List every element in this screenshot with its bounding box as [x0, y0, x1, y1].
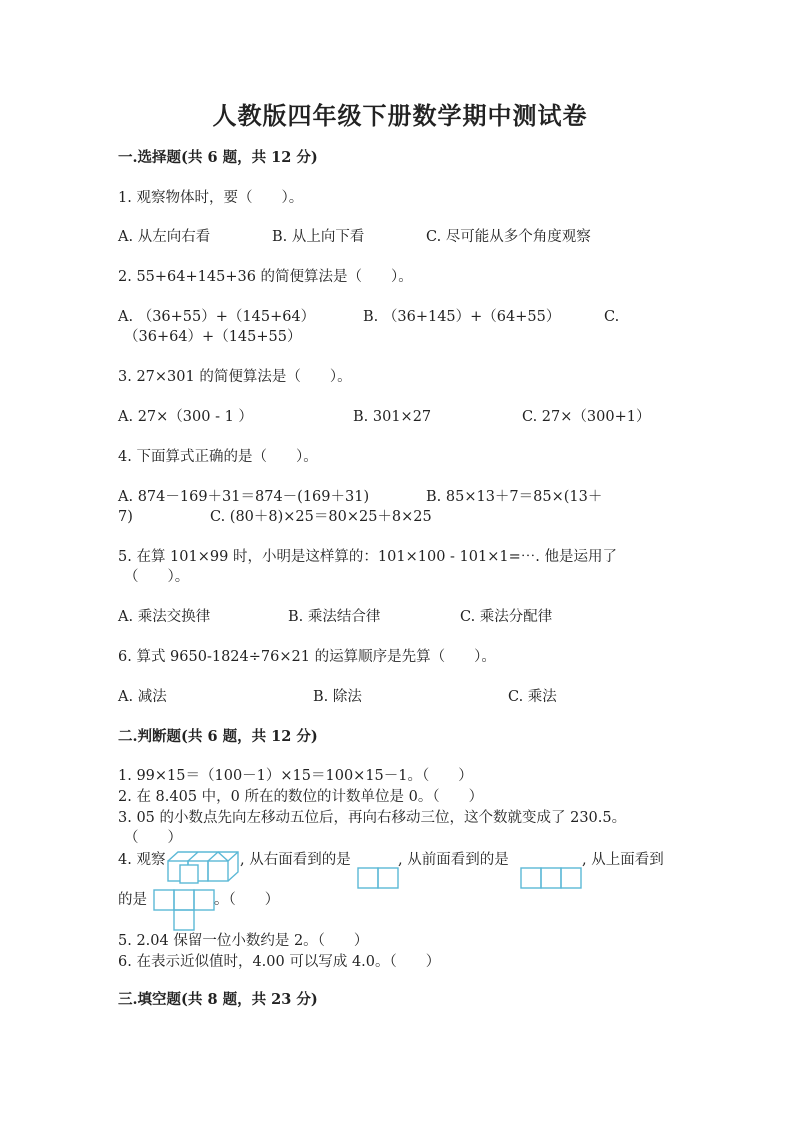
q3-option-a: A. 27×（300 - 1 ） [118, 409, 253, 425]
q1-option-b: B. 从上向下看 [272, 229, 365, 245]
judge-q4-text-a: 4. 观察 [118, 852, 166, 868]
q4-stem: 4. 下面算式正确的是（ ）。 [118, 449, 318, 465]
q1-option-c: C. 尽可能从多个角度观察 [426, 229, 591, 245]
q6-option-c: C. 乘法 [508, 689, 557, 705]
judge-q4-text-d: , 从上面看到 [582, 852, 664, 868]
judge-q3: 3. 05 的小数点先向左移动五位后，再向右移动三位，这个数就变成了 230.5。 [118, 810, 627, 826]
cube-solid-figure [166, 849, 240, 885]
q5-stem: 5. 在算 101×99 时，小明是这样算的：101×100 - 101×1=⋯. 他是运用了 [118, 549, 617, 565]
judge-q6: 6. 在表示近似值时，4.00 可以写成 4.0。（ ） [118, 954, 441, 970]
judge-q4-text-f: 。（ ） [214, 892, 280, 908]
judge-q3-cont: （ ） [124, 830, 182, 846]
q3-option-b: B. 301×27 [353, 409, 432, 425]
q4-option-c: C. (80＋8)×25＝80×25＋8×25 [210, 509, 432, 525]
q3-stem: 3. 27×301 的简便算法是（ ）。 [118, 369, 352, 385]
front-view-figure [520, 867, 584, 889]
right-view-figure [357, 867, 401, 889]
q1-stem: 1. 观察物体时，要（ ）。 [118, 190, 304, 206]
q6-stem: 6. 算式 9650-1824÷76×21 的运算顺序是先算（ ）。 [118, 649, 496, 665]
judge-q2: 2. 在 8.405 中，0 所在的数位的计数单位是 0。（ ） [118, 789, 484, 805]
q4-option-b: B. 85×13＋7＝85×(13＋ [426, 489, 603, 505]
q5-option-b: B. 乘法结合律 [288, 609, 381, 625]
section3-heading: 三.填空题(共 8 题，共 23 分) [118, 991, 318, 1008]
page-title: 人教版四年级下册数学期中测试卷 [212, 101, 588, 130]
q5-option-a: A. 乘法交换律 [118, 609, 211, 625]
top-view-figure [153, 889, 217, 931]
judge-q1: 1. 99×15＝（100－1）×15＝100×15－1。（ ） [118, 768, 473, 784]
q2-option-c-label: C. [604, 309, 620, 325]
judge-q4-text-c: , 从前面看到的是 [398, 852, 509, 868]
q6-option-a: A. 减法 [118, 689, 167, 705]
q5-stem-cont: （ ）。 [124, 569, 190, 585]
judge-q4-text-e: 的是 [118, 892, 147, 908]
judge-q5: 5. 2.04 保留一位小数约是 2。（ ） [118, 933, 369, 949]
q2-option-b: B. （36+145）+（64+55） [363, 309, 561, 325]
q2-option-a: A. （36+55）+（145+64） [118, 309, 316, 325]
section2-heading: 二.判断题(共 6 题，共 12 分) [118, 728, 318, 745]
q6-option-b: B. 除法 [313, 689, 362, 705]
section1-heading: 一.选择题(共 6 题，共 12 分) [118, 149, 318, 166]
q4-option-b-cont: 7) [118, 509, 133, 525]
q1-option-a: A. 从左向右看 [118, 229, 211, 245]
q2-option-c: （36+64）+（145+55） [124, 329, 302, 345]
q4-option-a: A. 874－169＋31＝874－(169＋31) [118, 489, 370, 505]
q3-option-c: C. 27×（300+1） [522, 409, 651, 425]
q2-stem: 2. 55+64+145+36 的简便算法是（ ）。 [118, 269, 413, 285]
q5-option-c: C. 乘法分配律 [460, 609, 553, 625]
judge-q4-text-b: , 从右面看到的是 [240, 852, 351, 868]
